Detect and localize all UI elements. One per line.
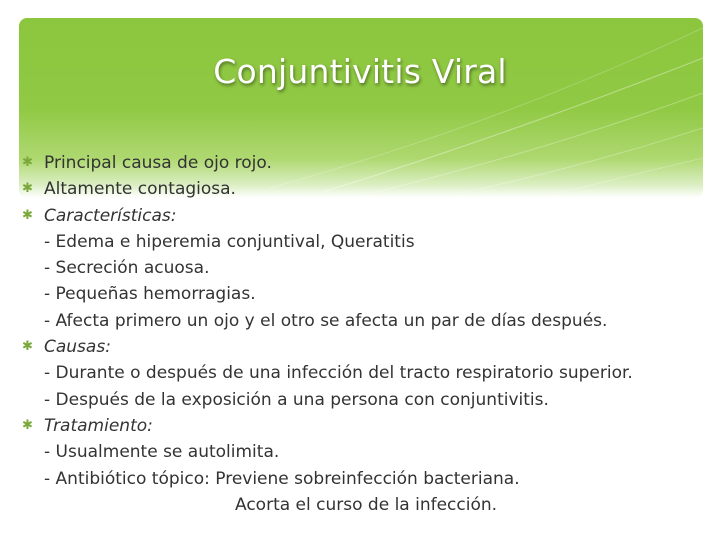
asterisk-bullet-icon: ✱ (22, 207, 33, 223)
slide-body (22, 150, 712, 518)
bullet-item (22, 203, 712, 229)
bullet-text: Principal causa de ojo rojo. (44, 153, 272, 173)
asterisk-bullet-icon: ✱ (22, 417, 33, 433)
asterisk-bullet-icon: ✱ (22, 181, 33, 197)
bullet-text: Altamente contagiosa. (44, 179, 236, 200)
sub-item: - Antibiótico tópico: Previene sobreinfección bacteriana. (44, 468, 520, 489)
asterisk-bullet-icon: ✱ (22, 339, 33, 355)
bullet-heading-causas: Causas: (44, 337, 111, 358)
sub-item: - Usualmente se autolimita. (44, 442, 280, 463)
sub-item: - Después de la exposición a una persona con conjuntivitis. (44, 389, 549, 410)
bullet-heading-tratamiento: Tratamiento: (44, 415, 153, 436)
sub-item: - Edema e hiperemia conjuntival, Queratitis (44, 231, 415, 252)
bullet-item (22, 150, 712, 176)
sub-item: - Pequeñas hemorragias. (44, 284, 256, 305)
bullet-item (22, 176, 712, 202)
asterisk-bullet-icon: ✱ (22, 155, 33, 170)
bullet-heading-caracteristicas: Características: (44, 205, 177, 226)
bullet-item (22, 334, 712, 360)
sub-item-continuation: Acorta el curso de la infección. (235, 494, 498, 515)
sub-item: - Durante o después de una infección del tracto respiratorio superior. (44, 363, 633, 384)
sub-item: - Afecta primero un ojo y el otro se afecta un par de días después. (44, 310, 608, 331)
slide-title: Conjuntivitis Viral (213, 52, 507, 91)
sub-item: - Secreción acuosa. (44, 258, 210, 279)
bullet-item (22, 413, 712, 439)
